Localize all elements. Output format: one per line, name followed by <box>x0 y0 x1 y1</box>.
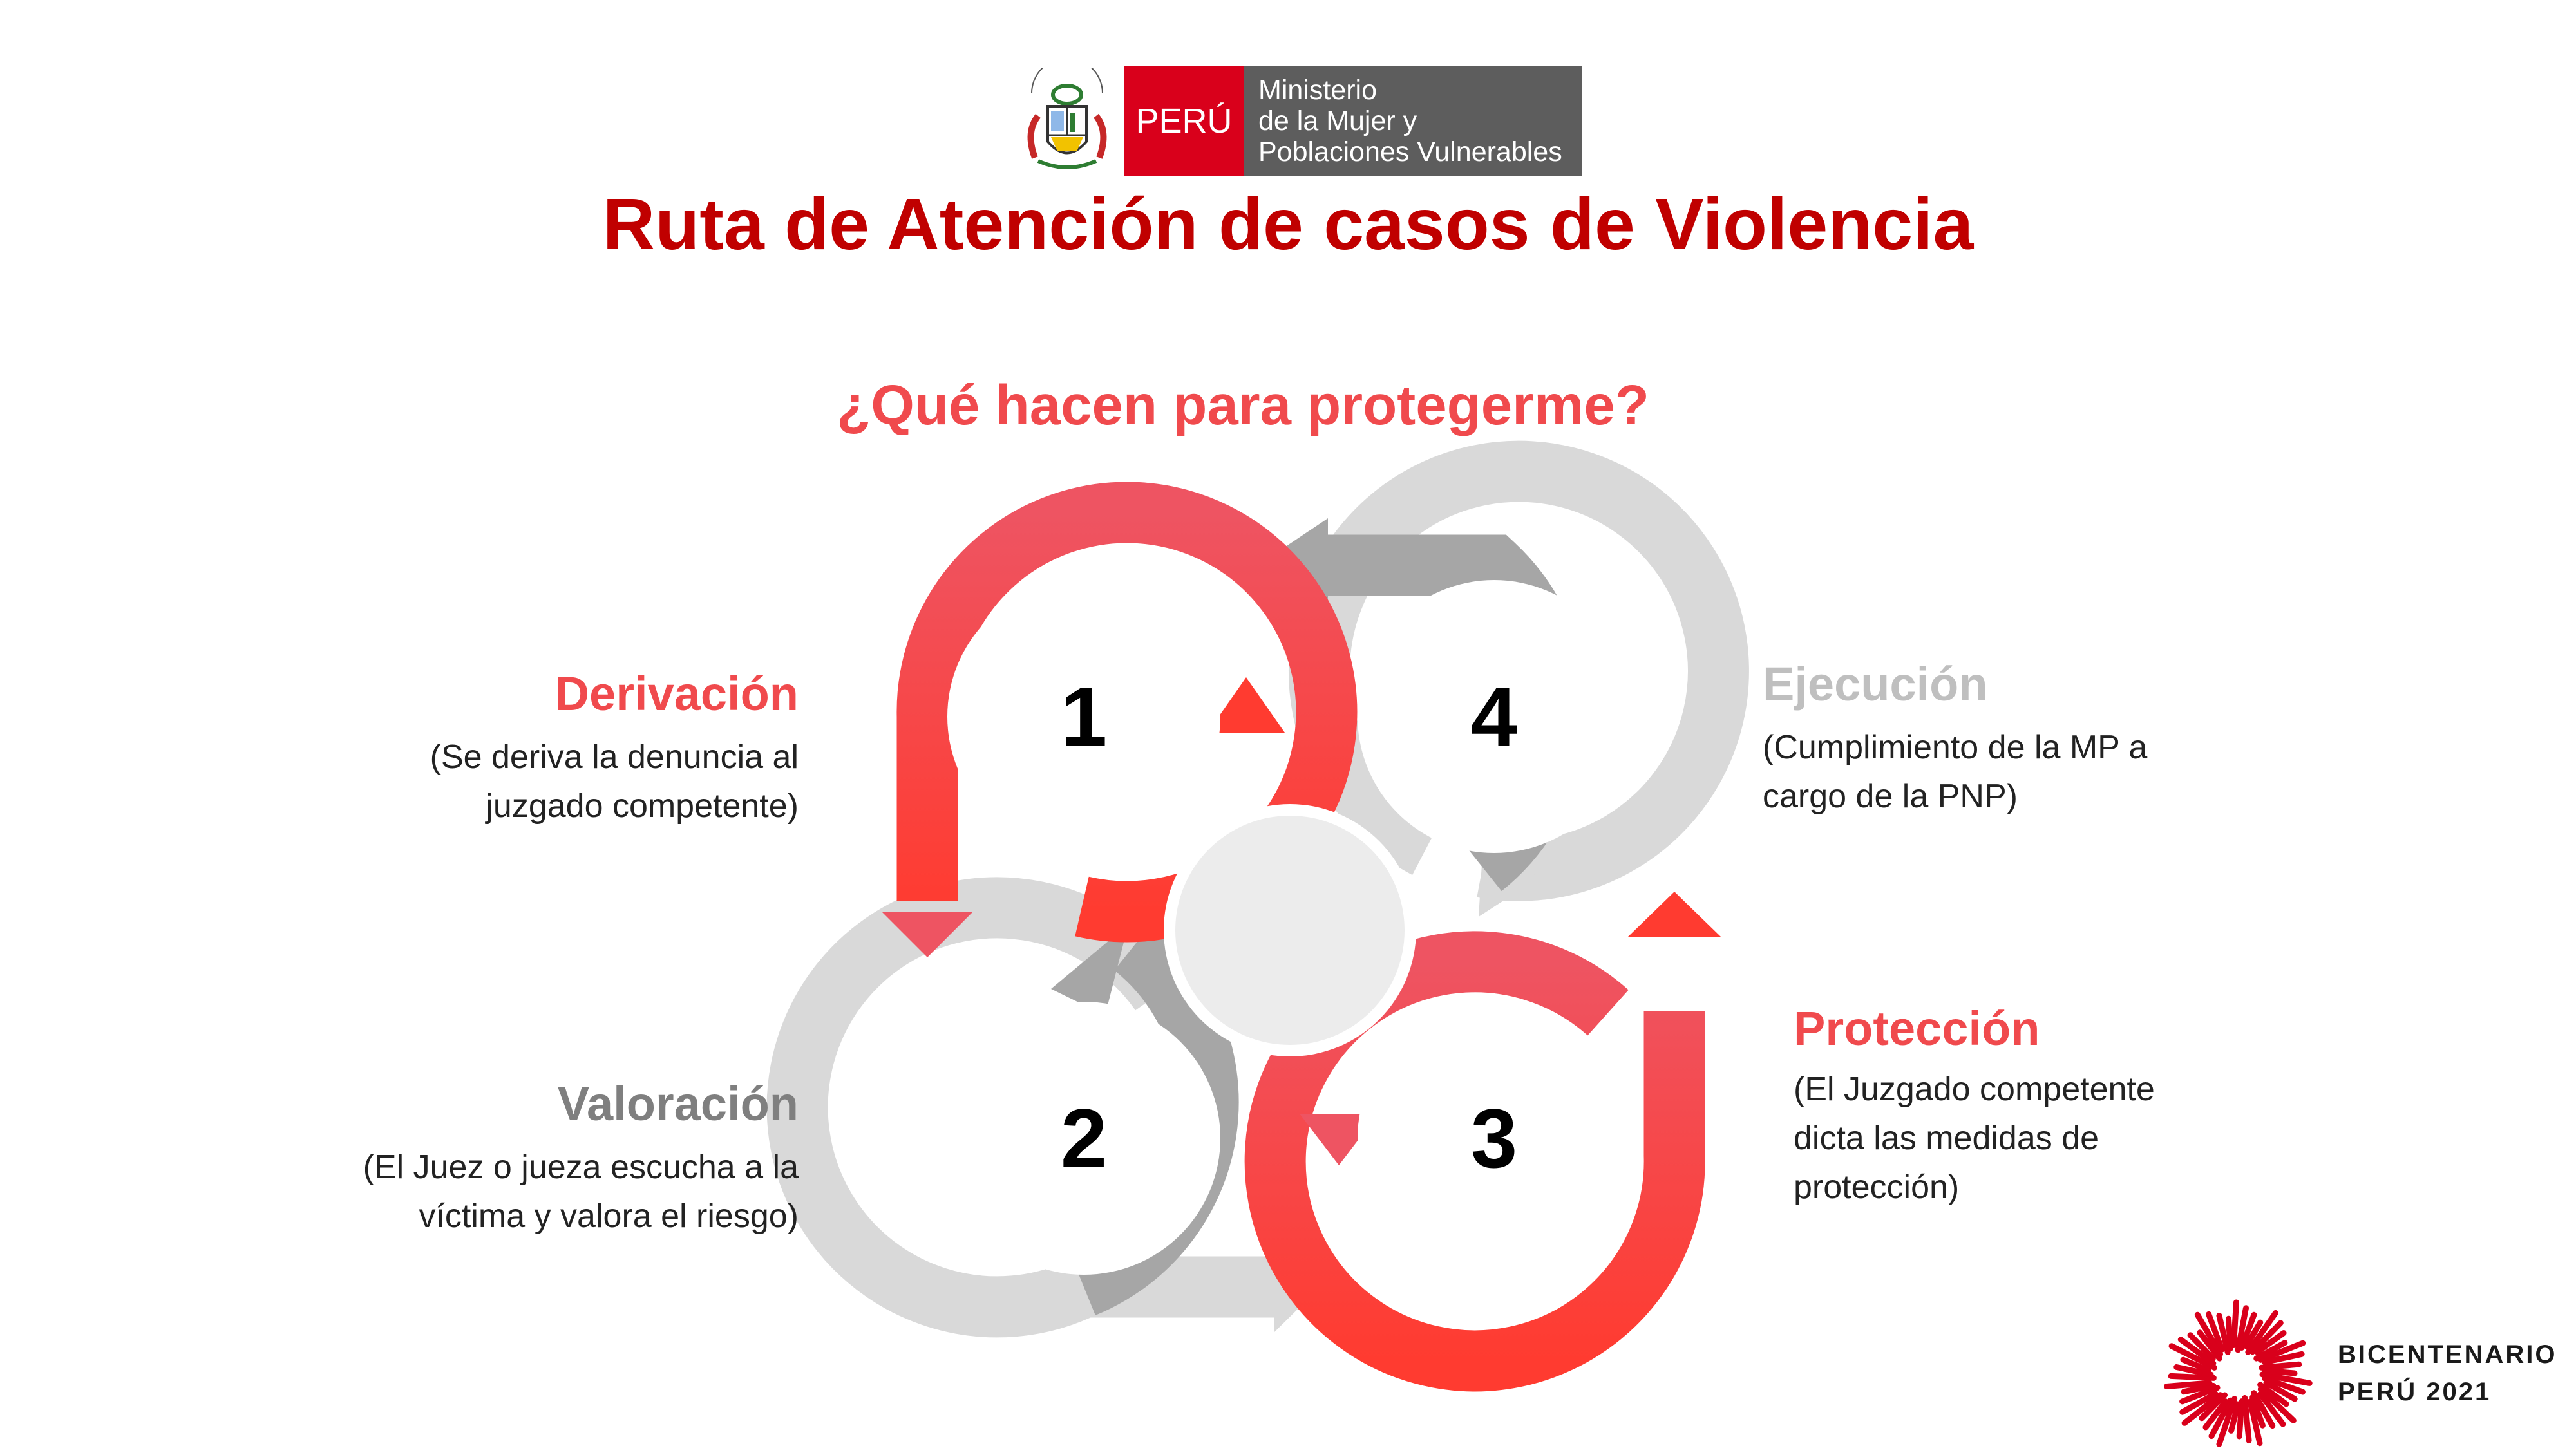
step-3-desc-line: (El Juzgado competente <box>1794 1071 2155 1108</box>
bicentenario-ray <box>2229 1319 2231 1349</box>
page-title: Ruta de Atención de casos de Violencia <box>602 183 1974 265</box>
page-subtitle: ¿Qué hacen para protegerme? <box>837 374 1649 436</box>
step-2-desc-line: víctima y valora el riesgo) <box>419 1197 799 1235</box>
bicentenario-line-2: PERÚ 2021 <box>2338 1378 2492 1406</box>
bicentenario-label <box>2338 1336 2557 1411</box>
bicentenario-line-1: BICENTENARIO <box>2338 1340 2557 1369</box>
step-3-title: Protección <box>1794 1002 2040 1055</box>
step-1-number: 1 <box>1060 670 1108 764</box>
ministry-line-2: de la Mujer y <box>1258 106 1417 136</box>
bicentenario-ray <box>2167 1383 2210 1387</box>
step-2-label <box>361 1076 799 1241</box>
step-3-label <box>1794 1001 2244 1212</box>
bicentenario-logo-icon <box>2157 1294 2318 1455</box>
center-hub <box>1175 816 1405 1045</box>
step-2-number: 2 <box>1060 1091 1108 1185</box>
step-4-description <box>1763 723 2226 821</box>
peru-brand-label: PERÚ <box>1124 66 1244 176</box>
step-4-number: 4 <box>1470 670 1518 764</box>
bicentenario-ray <box>2262 1364 2299 1367</box>
step-4-desc-line: cargo de la PNP) <box>1763 778 2018 815</box>
step-3-number: 3 <box>1470 1091 1518 1185</box>
step-3-description <box>1794 1065 2244 1212</box>
ministry-line-1: Ministerio <box>1258 75 1377 106</box>
step-1-desc-line: (Se deriva la denuncia al <box>430 738 799 776</box>
step-3-desc-line: dicta las medidas de <box>1794 1120 2099 1157</box>
step-4-title: Ejecución <box>1763 657 1988 711</box>
step-1-description <box>386 733 799 831</box>
bicentenario-ray <box>2265 1371 2295 1373</box>
step-2-title: Valoración <box>557 1077 799 1131</box>
bicentenario-ray <box>2245 1398 2249 1441</box>
step-1-title: Derivación <box>554 667 799 720</box>
step-2-description <box>361 1143 799 1241</box>
step-4-label <box>1763 657 2226 821</box>
step-1-label <box>386 666 799 831</box>
bicentenario-ray <box>2234 1302 2237 1346</box>
step-4-desc-line: (Cumplimiento de la MP a <box>1763 729 2148 766</box>
step-2-desc-line: (El Juez o jueza escucha a la <box>363 1149 799 1186</box>
ministry-line-3: Poblaciones Vulnerables <box>1258 136 1562 167</box>
step-3-desc-line: protección) <box>1794 1169 1960 1206</box>
step-1-desc-line: juzgado competente) <box>486 787 799 825</box>
